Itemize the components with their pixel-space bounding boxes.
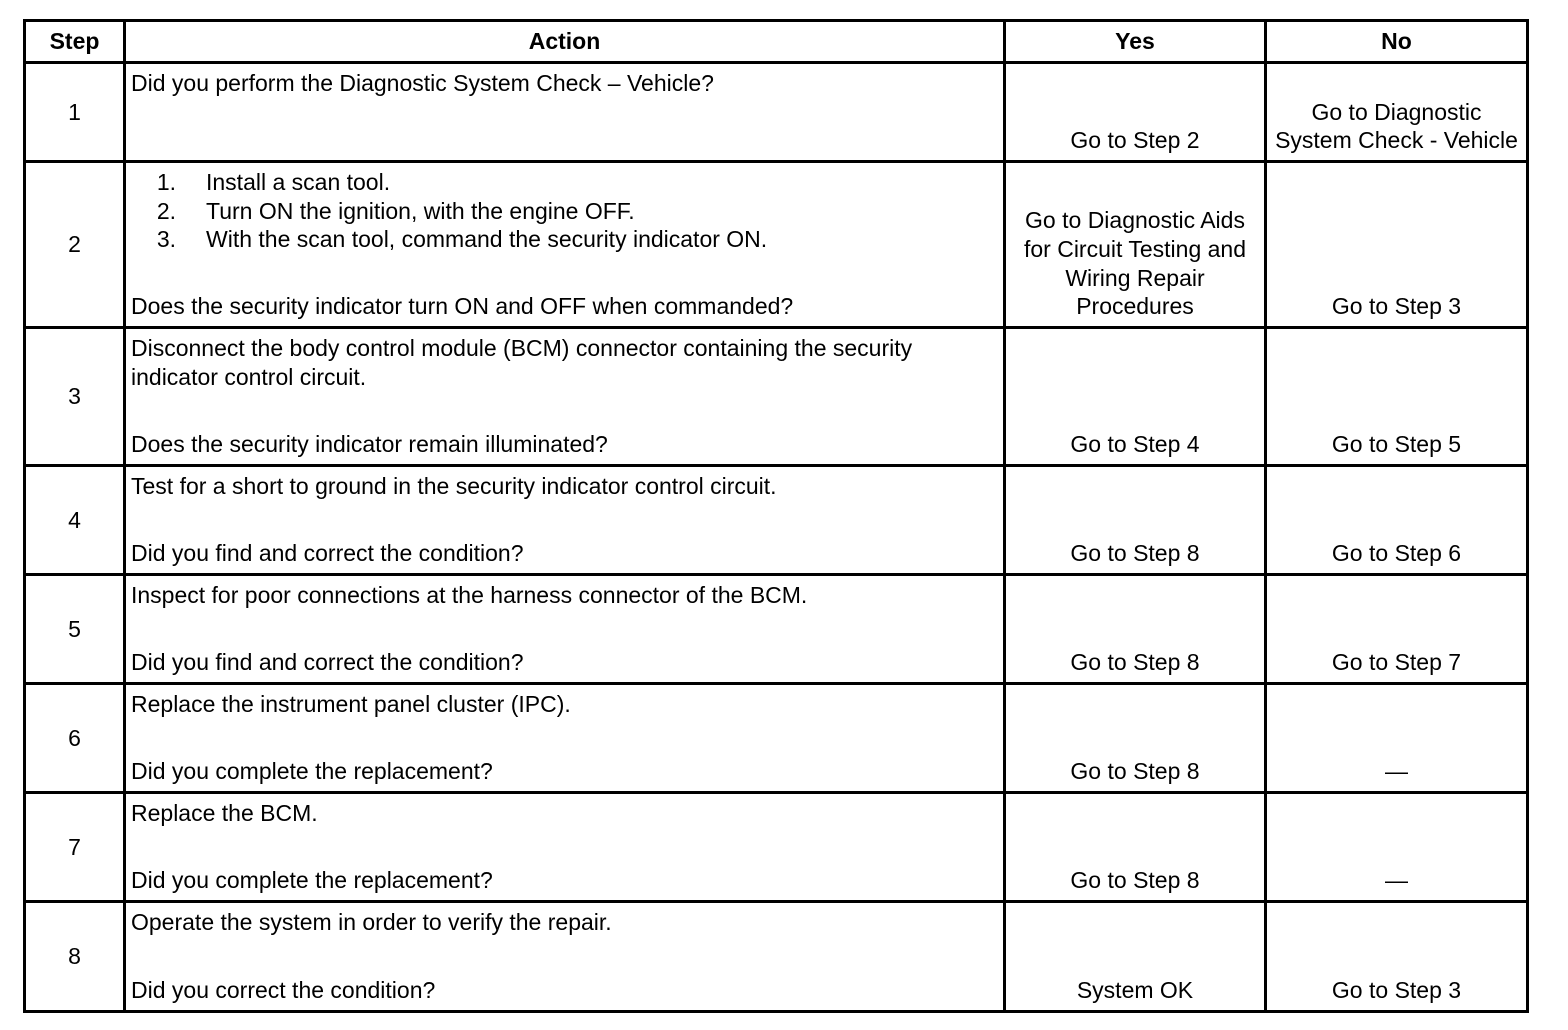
action-cell [125,328,1005,466]
yes-cell: Go to Step 8 [1005,684,1266,793]
action-text: Operate the system in order to verify the repair. [131,909,612,935]
table-row [25,902,1528,1012]
step-number: 6 [25,684,125,793]
yes-cell: Go to Step 2 [1005,63,1266,162]
diagnostic-table [23,19,1529,1013]
substep-list [131,168,998,254]
action-text: Replace the instrument panel cluster (IPC). [131,691,571,717]
yes-cell: Go to Diagnostic Aids for Circuit Testing and Wiring Repair Procedures [1005,162,1266,328]
header-no: No [1266,21,1528,63]
no-cell: Go to Step 7 [1266,575,1528,684]
no-cell: — [1266,793,1528,902]
table-row [25,684,1528,793]
substep-text: Install a scan tool. [206,169,391,195]
action-cell [125,902,1005,1012]
action-question: Did you complete the replacement? [131,867,493,894]
action-cell [125,575,1005,684]
yes-cell: System OK [1005,902,1266,1012]
no-cell: Go to Step 5 [1266,328,1528,466]
no-cell: Go to Step 6 [1266,466,1528,575]
step-number: 8 [25,902,125,1012]
header-step: Step [25,21,125,63]
action-cell [125,793,1005,902]
substep-item [131,168,998,197]
step-number: 1 [25,63,125,162]
action-text: Inspect for poor connections at the harness connector of the BCM. [131,582,808,608]
action-text: Disconnect the body control module (BCM) connector containing the security indicator control circuit. [131,335,913,390]
substep-number: 1. [156,169,176,195]
step-number: 3 [25,328,125,466]
table-row [25,466,1528,575]
table-row [25,328,1528,466]
action-question: Does the security indicator turn ON and OFF when commanded? [131,293,794,320]
substep-item [131,197,998,226]
table-row [25,162,1528,328]
action-cell [125,63,1005,162]
substep-text: With the scan tool, command the security indicator ON. [206,226,768,253]
step-number: 4 [25,466,125,575]
action-question: Did you complete the replacement? [131,758,493,785]
step-number: 2 [25,162,125,328]
action-question: Does the security indicator remain illuminated? [131,431,608,458]
action-text: Did you perform the Diagnostic System Check – Vehicle? [131,70,714,96]
no-cell: Go to Diagnostic System Check - Vehicle [1266,63,1528,162]
action-question: Did you correct the condition? [131,977,436,1004]
no-cell: — [1266,684,1528,793]
yes-cell: Go to Step 4 [1005,328,1266,466]
yes-cell: Go to Step 8 [1005,793,1266,902]
header-action: Action [125,21,1005,63]
action-question: Did you find and correct the condition? [131,540,524,567]
substep-number: 3. [156,226,176,253]
action-cell [125,684,1005,793]
table-row [25,575,1528,684]
table-row [25,63,1528,162]
substep-item [131,225,998,254]
action-cell [125,466,1005,575]
substep-text: Turn ON the ignition, with the engine OFF. [206,197,635,224]
action-text: Test for a short to ground in the security indicator control circuit. [131,473,777,499]
action-text: Replace the BCM. [131,800,318,826]
no-cell: Go to Step 3 [1266,162,1528,328]
substep-number: 2. [156,197,176,224]
step-number: 7 [25,793,125,902]
no-cell: Go to Step 3 [1266,902,1528,1012]
yes-cell: Go to Step 8 [1005,575,1266,684]
step-number: 5 [25,575,125,684]
table-row [25,793,1528,902]
header-row [25,21,1528,63]
header-yes: Yes [1005,21,1266,63]
action-question: Did you find and correct the condition? [131,649,524,676]
action-cell [125,162,1005,328]
yes-cell: Go to Step 8 [1005,466,1266,575]
